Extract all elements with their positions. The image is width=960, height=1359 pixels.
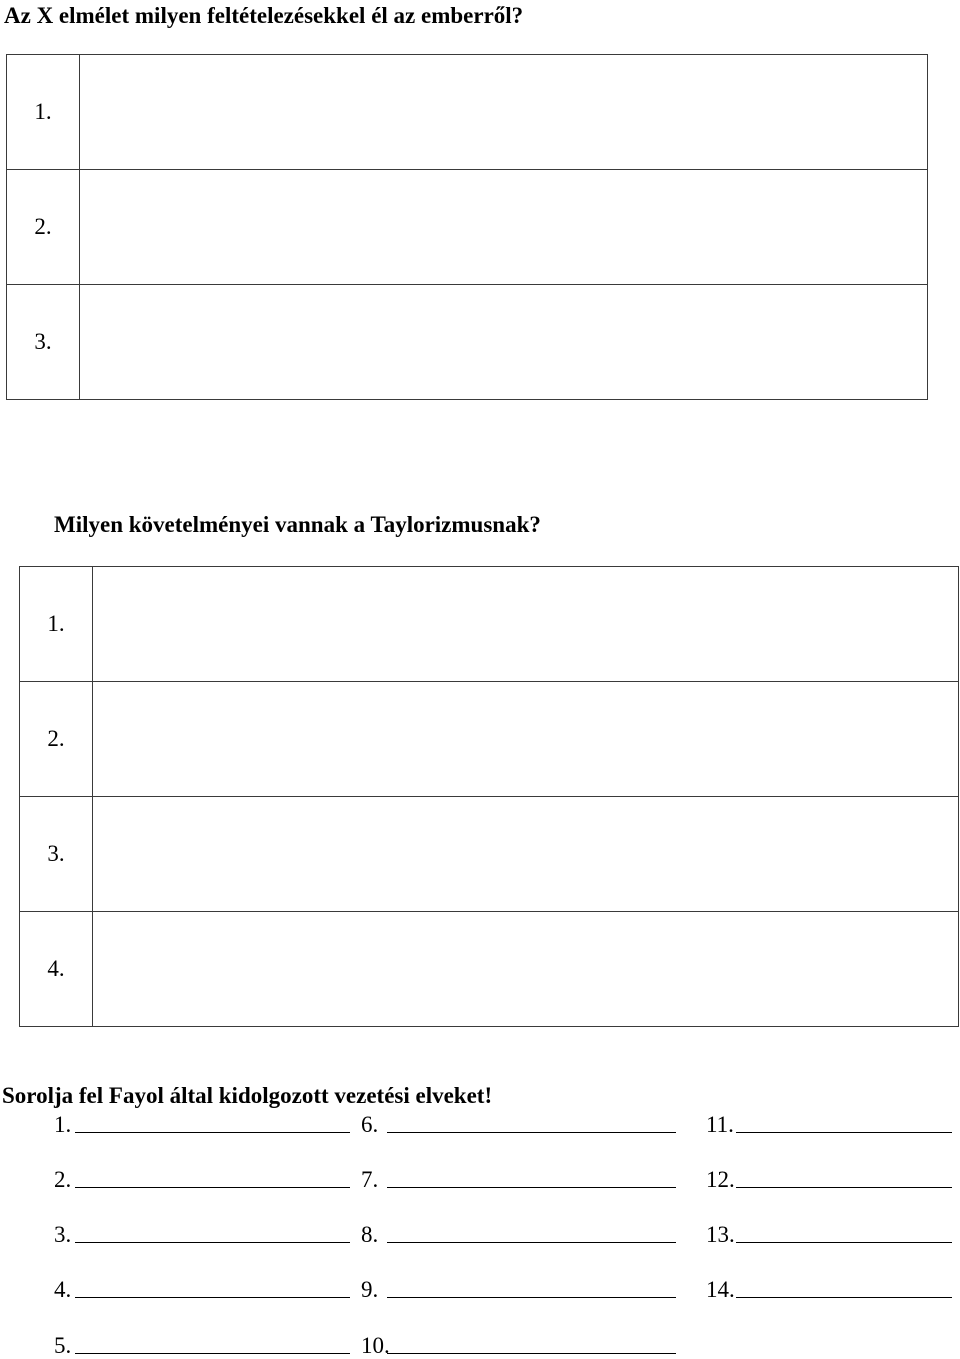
fill-item-label: 2.	[54, 1167, 72, 1192]
answer-table-1	[6, 54, 928, 400]
row-number: 2.	[7, 170, 80, 285]
table-row	[20, 912, 959, 1027]
fill-in-blank[interactable]	[736, 1187, 952, 1188]
fill-in-blank[interactable]	[75, 1353, 350, 1354]
fill-in-blank[interactable]	[75, 1242, 350, 1243]
fill-item-label: 7.	[361, 1167, 379, 1192]
table-row	[20, 682, 959, 797]
fill-item-label: 10.	[361, 1333, 390, 1358]
row-number: 4.	[20, 912, 93, 1027]
fill-in-blank[interactable]	[75, 1132, 350, 1133]
fill-item-label: 11.	[706, 1112, 734, 1137]
answer-cell[interactable]	[93, 912, 959, 1027]
fill-item-label: 9.	[361, 1277, 379, 1302]
answer-cell[interactable]	[80, 55, 928, 170]
row-number: 3.	[7, 285, 80, 400]
fill-item-label: 4.	[54, 1277, 72, 1302]
answer-cell[interactable]	[93, 682, 959, 797]
fill-in-blank[interactable]	[387, 1132, 676, 1133]
fill-item-label: 6.	[361, 1112, 379, 1137]
answer-cell[interactable]	[93, 567, 959, 682]
fill-in-blank[interactable]	[736, 1297, 952, 1298]
table-row	[7, 285, 928, 400]
answer-cell[interactable]	[93, 797, 959, 912]
fill-in-blank[interactable]	[387, 1297, 676, 1298]
table-row	[7, 55, 928, 170]
fill-item-label: 8.	[361, 1222, 379, 1247]
table-row	[20, 567, 959, 682]
fill-item-label: 1.	[54, 1112, 72, 1137]
fill-item-label: 3.	[54, 1222, 72, 1247]
question-1-title: Az X elmélet milyen feltételezésekkel él az emberről?	[4, 3, 524, 28]
table-row	[7, 170, 928, 285]
fill-item-label: 12.	[706, 1167, 735, 1192]
fill-in-blank[interactable]	[736, 1242, 952, 1243]
answer-table-2	[19, 566, 959, 1027]
fill-item-label: 5.	[54, 1333, 72, 1358]
question-2-title: Milyen követelményei vannak a Taylorizmusnak?	[54, 512, 541, 537]
row-number: 1.	[20, 567, 93, 682]
answer-cell[interactable]	[80, 285, 928, 400]
row-number: 3.	[20, 797, 93, 912]
question-3-title: Sorolja fel Fayol által kidolgozott vezetési elveket!	[2, 1083, 493, 1108]
row-number: 1.	[7, 55, 80, 170]
fill-in-blank[interactable]	[75, 1187, 350, 1188]
fill-in-blank[interactable]	[387, 1353, 676, 1354]
fill-item-label: 13.	[706, 1222, 735, 1247]
fill-in-blank[interactable]	[736, 1132, 952, 1133]
answer-cell[interactable]	[80, 170, 928, 285]
fill-in-blank[interactable]	[387, 1187, 676, 1188]
table-row	[20, 797, 959, 912]
fill-item-label: 14.	[706, 1277, 735, 1302]
fill-in-blank[interactable]	[75, 1297, 350, 1298]
fill-in-blank[interactable]	[387, 1242, 676, 1243]
row-number: 2.	[20, 682, 93, 797]
